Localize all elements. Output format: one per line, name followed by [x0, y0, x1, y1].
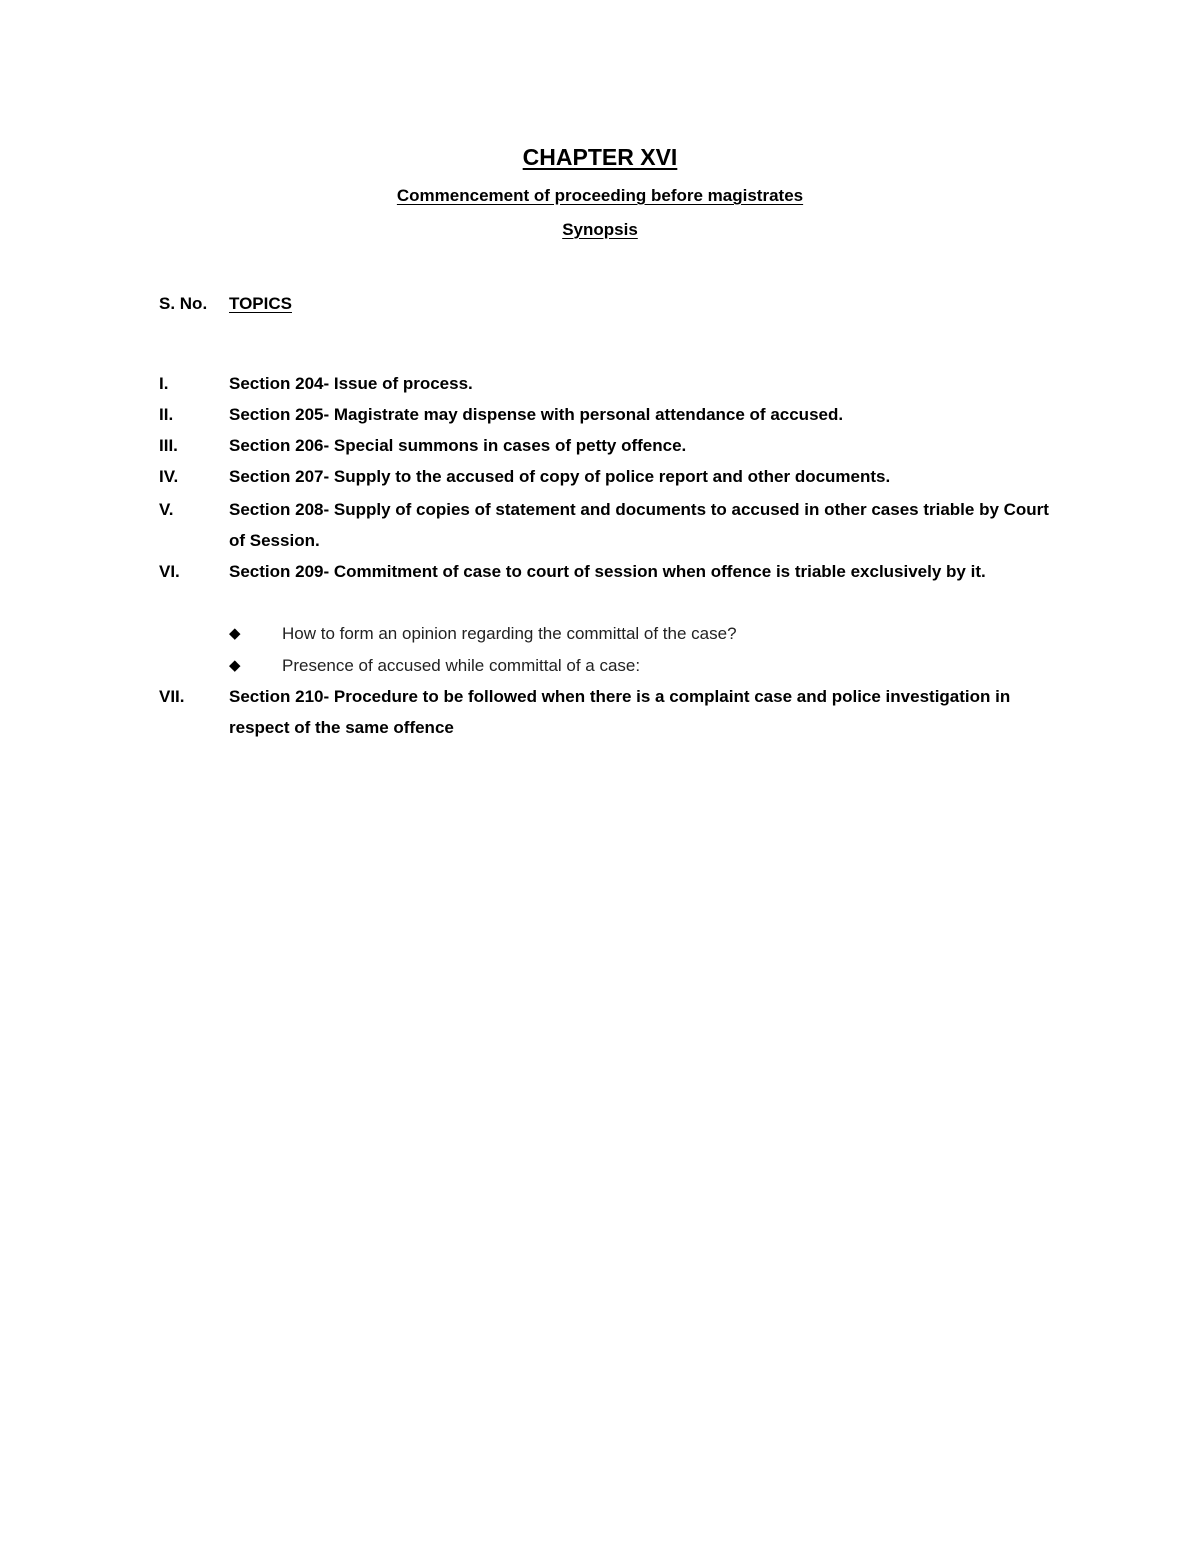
topic-text: Section 209- Commitment of case to court of session when offence is triable exclusively by it. — [229, 562, 986, 581]
topic-text: Section 204- Issue of process. — [229, 374, 473, 393]
topic-number: I. — [159, 374, 169, 393]
topic-text: Section 207- Supply to the accused of copy of police report and other documents. — [229, 467, 891, 486]
topic-text: Section 210- Procedure to be followed when there is a complaint case and police investigation in respect of the same offence — [229, 687, 1011, 737]
topic-number: VII. — [159, 687, 185, 706]
serial-number-header: S. No. — [159, 294, 208, 313]
topic-text: Section 205- Magistrate may dispense with personal attendance of accused. — [229, 405, 844, 424]
topic-text: Section 206- Special summons in cases of petty offence. — [229, 436, 687, 455]
topic-number: II. — [159, 405, 174, 424]
diamond-bullet-icon: ◆ — [229, 657, 241, 674]
chapter-subtitle: Commencement of proceeding before magistrates — [396, 186, 804, 205]
synopsis-label: Synopsis — [562, 220, 638, 239]
sub-item-text: How to form an opinion regarding the committal of the case? — [282, 624, 737, 643]
topic-number: III. — [159, 436, 178, 455]
topic-text: Section 208- Supply of copies of statement and documents to accused in other cases triable by Court of Session. — [229, 500, 1049, 550]
diamond-bullet-icon: ◆ — [229, 625, 241, 642]
topic-number: VI. — [159, 562, 180, 581]
topic-number: V. — [159, 500, 174, 519]
topic-number: IV. — [159, 467, 179, 486]
chapter-title: CHAPTER XVI — [522, 144, 678, 170]
topics-header: TOPICS — [229, 294, 292, 313]
sub-item-text: Presence of accused while committal of a case: — [282, 656, 641, 675]
